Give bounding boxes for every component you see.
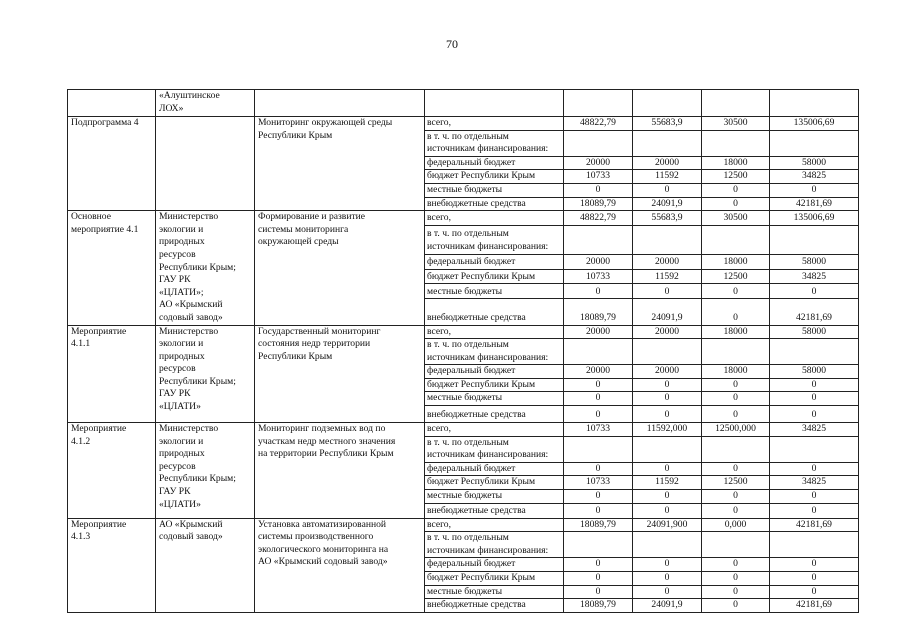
value-cell: 0 — [702, 183, 770, 197]
value-cell: 18000 — [702, 254, 770, 269]
value-cell: 24091,9 — [633, 197, 702, 211]
value-cell: 24091,900 — [633, 518, 702, 532]
name-cell: Мониторинг окружающей среды Республики Крым — [255, 117, 425, 211]
source-cell: внебюджетные средства — [425, 503, 564, 518]
value-cell: 0 — [564, 392, 633, 406]
source-cell: в т. ч. по отдельным источникам финансирования: — [425, 339, 564, 365]
value-cell — [770, 226, 859, 255]
value-cell: 10733 — [564, 476, 633, 490]
value-cell: 58000 — [770, 365, 859, 379]
continuation-value-cell — [564, 90, 633, 117]
value-cell: 34825 — [770, 476, 859, 490]
value-cell: 34825 — [770, 269, 859, 284]
source-cell: бюджет Республики Крым — [425, 476, 564, 490]
value-cell: 12500 — [702, 170, 770, 184]
value-cell: 0 — [633, 406, 702, 423]
value-cell — [633, 532, 702, 558]
value-cell: 11592,000 — [633, 423, 702, 437]
source-cell: внебюджетные средства — [425, 197, 564, 211]
value-cell: 10733 — [564, 423, 633, 437]
value-cell: 11592 — [633, 476, 702, 490]
status-cell: Основное мероприятие 4.1 — [68, 211, 156, 325]
status-cell: Мероприятие 4.1.2 — [68, 423, 156, 519]
continuation-source-cell — [425, 90, 564, 117]
value-cell: 0 — [564, 490, 633, 504]
value-cell: 0 — [633, 503, 702, 518]
value-cell: 0 — [770, 490, 859, 504]
value-cell: 0 — [702, 299, 770, 325]
value-cell: 0 — [770, 585, 859, 599]
value-cell: 0 — [702, 392, 770, 406]
value-cell: 0 — [633, 462, 702, 476]
value-cell: 135006,69 — [770, 211, 859, 226]
value-cell: 0 — [702, 558, 770, 572]
value-cell: 0 — [633, 392, 702, 406]
source-cell: федеральный бюджет — [425, 254, 564, 269]
value-cell: 0 — [702, 490, 770, 504]
value-cell: 0 — [702, 599, 770, 613]
value-cell: 0 — [702, 378, 770, 392]
source-cell: бюджет Республики Крым — [425, 170, 564, 184]
value-cell: 42181,69 — [770, 299, 859, 325]
source-cell: в т. ч. по отдельным источникам финансирования: — [425, 130, 564, 156]
source-cell: федеральный бюджет — [425, 365, 564, 379]
value-cell: 0 — [770, 503, 859, 518]
value-cell — [770, 532, 859, 558]
page-number: 70 — [446, 37, 458, 51]
executor-cell: АО «Крымский содовый завод» — [156, 518, 255, 612]
source-cell: в т. ч. по отдельным источникам финансирования: — [425, 226, 564, 255]
name-cell: Государственный мониторинг состояния недр территории Республики Крым — [255, 325, 425, 423]
value-cell: 0 — [770, 462, 859, 476]
status-cell: Подпрограмма 4 — [68, 117, 156, 211]
value-cell: 0 — [702, 284, 770, 299]
value-cell: 20000 — [633, 365, 702, 379]
value-cell: 12500,000 — [702, 423, 770, 437]
value-cell: 18089,79 — [564, 518, 633, 532]
value-cell — [633, 339, 702, 365]
value-cell: 0 — [564, 462, 633, 476]
value-cell: 12500 — [702, 269, 770, 284]
value-cell: 0 — [633, 378, 702, 392]
table-row — [68, 518, 859, 532]
source-cell: в т. ч. по отдельным источникам финансирования: — [425, 436, 564, 462]
value-cell: 24091,9 — [633, 599, 702, 613]
name-cell: Формирование и развитие системы мониторинга окружающей среды — [255, 211, 425, 325]
value-cell: 48822,79 — [564, 211, 633, 226]
value-cell — [564, 532, 633, 558]
value-cell: 10733 — [564, 269, 633, 284]
value-cell: 0 — [564, 572, 633, 586]
value-cell: 0 — [770, 558, 859, 572]
value-cell: 34825 — [770, 423, 859, 437]
source-cell: местные бюджеты — [425, 585, 564, 599]
value-cell: 135006,69 — [770, 117, 859, 131]
value-cell — [702, 130, 770, 156]
executor-cell: Министерство экологии и природных ресурсов Республики Крым; ГАУ РК «ЦЛАТИ» — [156, 325, 255, 423]
value-cell: 0 — [633, 183, 702, 197]
value-cell: 0 — [770, 183, 859, 197]
value-cell: 18000 — [702, 156, 770, 170]
value-cell: 20000 — [633, 156, 702, 170]
continuation-value-cell — [633, 90, 702, 117]
value-cell: 0 — [702, 585, 770, 599]
continuation-name-cell — [255, 90, 425, 117]
funding-table — [67, 89, 859, 613]
value-cell: 0 — [702, 572, 770, 586]
value-cell: 0 — [702, 406, 770, 423]
source-cell: внебюджетные средства — [425, 599, 564, 613]
value-cell: 20000 — [564, 325, 633, 339]
value-cell — [564, 226, 633, 255]
value-cell — [633, 436, 702, 462]
value-cell: 0 — [770, 572, 859, 586]
value-cell: 0 — [564, 558, 633, 572]
executor-cell — [156, 117, 255, 211]
value-cell — [702, 436, 770, 462]
value-cell: 58000 — [770, 325, 859, 339]
value-cell: 0 — [702, 503, 770, 518]
value-cell: 0 — [770, 284, 859, 299]
value-cell — [770, 436, 859, 462]
value-cell — [564, 130, 633, 156]
value-cell: 18089,79 — [564, 197, 633, 211]
value-cell: 0 — [564, 183, 633, 197]
value-cell: 18089,79 — [564, 599, 633, 613]
value-cell: 48822,79 — [564, 117, 633, 131]
value-cell: 0 — [633, 572, 702, 586]
name-cell: Мониторинг подземных вод по участкам недр местного значения на территории Республики Крым — [255, 423, 425, 519]
value-cell — [633, 130, 702, 156]
source-cell: местные бюджеты — [425, 392, 564, 406]
value-cell: 55683,9 — [633, 211, 702, 226]
value-cell: 0 — [564, 585, 633, 599]
value-cell: 20000 — [564, 254, 633, 269]
value-cell: 18000 — [702, 365, 770, 379]
executor-cell: Министерство экологии и природных ресурсов Республики Крым; ГАУ РК «ЦЛАТИ»; АО «Крымский содовый завод» — [156, 211, 255, 325]
source-cell: местные бюджеты — [425, 490, 564, 504]
value-cell: 0 — [770, 378, 859, 392]
value-cell: 18000 — [702, 325, 770, 339]
value-cell — [702, 226, 770, 255]
table-body — [68, 90, 859, 613]
status-cell: Мероприятие 4.1.3 — [68, 518, 156, 612]
value-cell: 20000 — [564, 156, 633, 170]
executor-cell: Министерство экологии и природных ресурсов Республики Крым; ГАУ РК «ЦЛАТИ» — [156, 423, 255, 519]
source-cell: внебюджетные средства — [425, 406, 564, 423]
table-row — [68, 117, 859, 131]
source-cell: бюджет Республики Крым — [425, 572, 564, 586]
value-cell — [564, 436, 633, 462]
value-cell: 0 — [564, 284, 633, 299]
value-cell: 18089,79 — [564, 299, 633, 325]
source-cell: всего, — [425, 117, 564, 131]
value-cell: 0 — [633, 585, 702, 599]
value-cell — [702, 339, 770, 365]
table-row — [68, 423, 859, 437]
value-cell: 0,000 — [702, 518, 770, 532]
continuation-value-cell — [702, 90, 770, 117]
source-cell: бюджет Республики Крым — [425, 269, 564, 284]
value-cell: 0 — [702, 197, 770, 211]
value-cell: 0 — [770, 392, 859, 406]
value-cell: 42181,69 — [770, 599, 859, 613]
source-cell: всего, — [425, 325, 564, 339]
value-cell — [702, 532, 770, 558]
value-cell: 58000 — [770, 156, 859, 170]
source-cell: местные бюджеты — [425, 183, 564, 197]
value-cell: 42181,69 — [770, 518, 859, 532]
source-cell: местные бюджеты — [425, 284, 564, 299]
value-cell: 20000 — [564, 365, 633, 379]
value-cell: 0 — [564, 378, 633, 392]
table-row — [68, 325, 859, 339]
source-cell: федеральный бюджет — [425, 462, 564, 476]
value-cell: 0 — [633, 558, 702, 572]
value-cell: 11592 — [633, 170, 702, 184]
value-cell: 58000 — [770, 254, 859, 269]
value-cell: 20000 — [633, 254, 702, 269]
value-cell: 0 — [633, 490, 702, 504]
value-cell: 0 — [702, 462, 770, 476]
source-cell: в т. ч. по отдельным источникам финансирования: — [425, 532, 564, 558]
value-cell: 0 — [564, 503, 633, 518]
value-cell: 55683,9 — [633, 117, 702, 131]
source-cell: федеральный бюджет — [425, 156, 564, 170]
status-cell: Мероприятие 4.1.1 — [68, 325, 156, 423]
continuation-status-cell — [68, 90, 156, 117]
value-cell: 20000 — [633, 325, 702, 339]
source-cell: бюджет Республики Крым — [425, 378, 564, 392]
value-cell: 12500 — [702, 476, 770, 490]
value-cell — [770, 130, 859, 156]
value-cell — [770, 339, 859, 365]
continuation-row — [68, 90, 859, 117]
source-cell: внебюджетные средства — [425, 299, 564, 325]
value-cell: 0 — [633, 284, 702, 299]
source-cell: федеральный бюджет — [425, 558, 564, 572]
value-cell — [633, 226, 702, 255]
value-cell: 0 — [564, 406, 633, 423]
value-cell: 11592 — [633, 269, 702, 284]
value-cell: 0 — [770, 406, 859, 423]
value-cell — [564, 339, 633, 365]
value-cell: 42181,69 — [770, 197, 859, 211]
table-row — [68, 211, 859, 226]
source-cell: всего, — [425, 211, 564, 226]
value-cell: 10733 — [564, 170, 633, 184]
value-cell: 34825 — [770, 170, 859, 184]
value-cell: 30500 — [702, 117, 770, 131]
name-cell: Установка автоматизированной системы производственного экологического мониторинга на АО «Крымский содовый завод» — [255, 518, 425, 612]
source-cell: всего, — [425, 423, 564, 437]
value-cell: 24091,9 — [633, 299, 702, 325]
source-cell: всего, — [425, 518, 564, 532]
continuation-executor-cell: «Алуштинское ЛОХ» — [156, 90, 255, 117]
value-cell: 30500 — [702, 211, 770, 226]
continuation-value-cell — [770, 90, 859, 117]
